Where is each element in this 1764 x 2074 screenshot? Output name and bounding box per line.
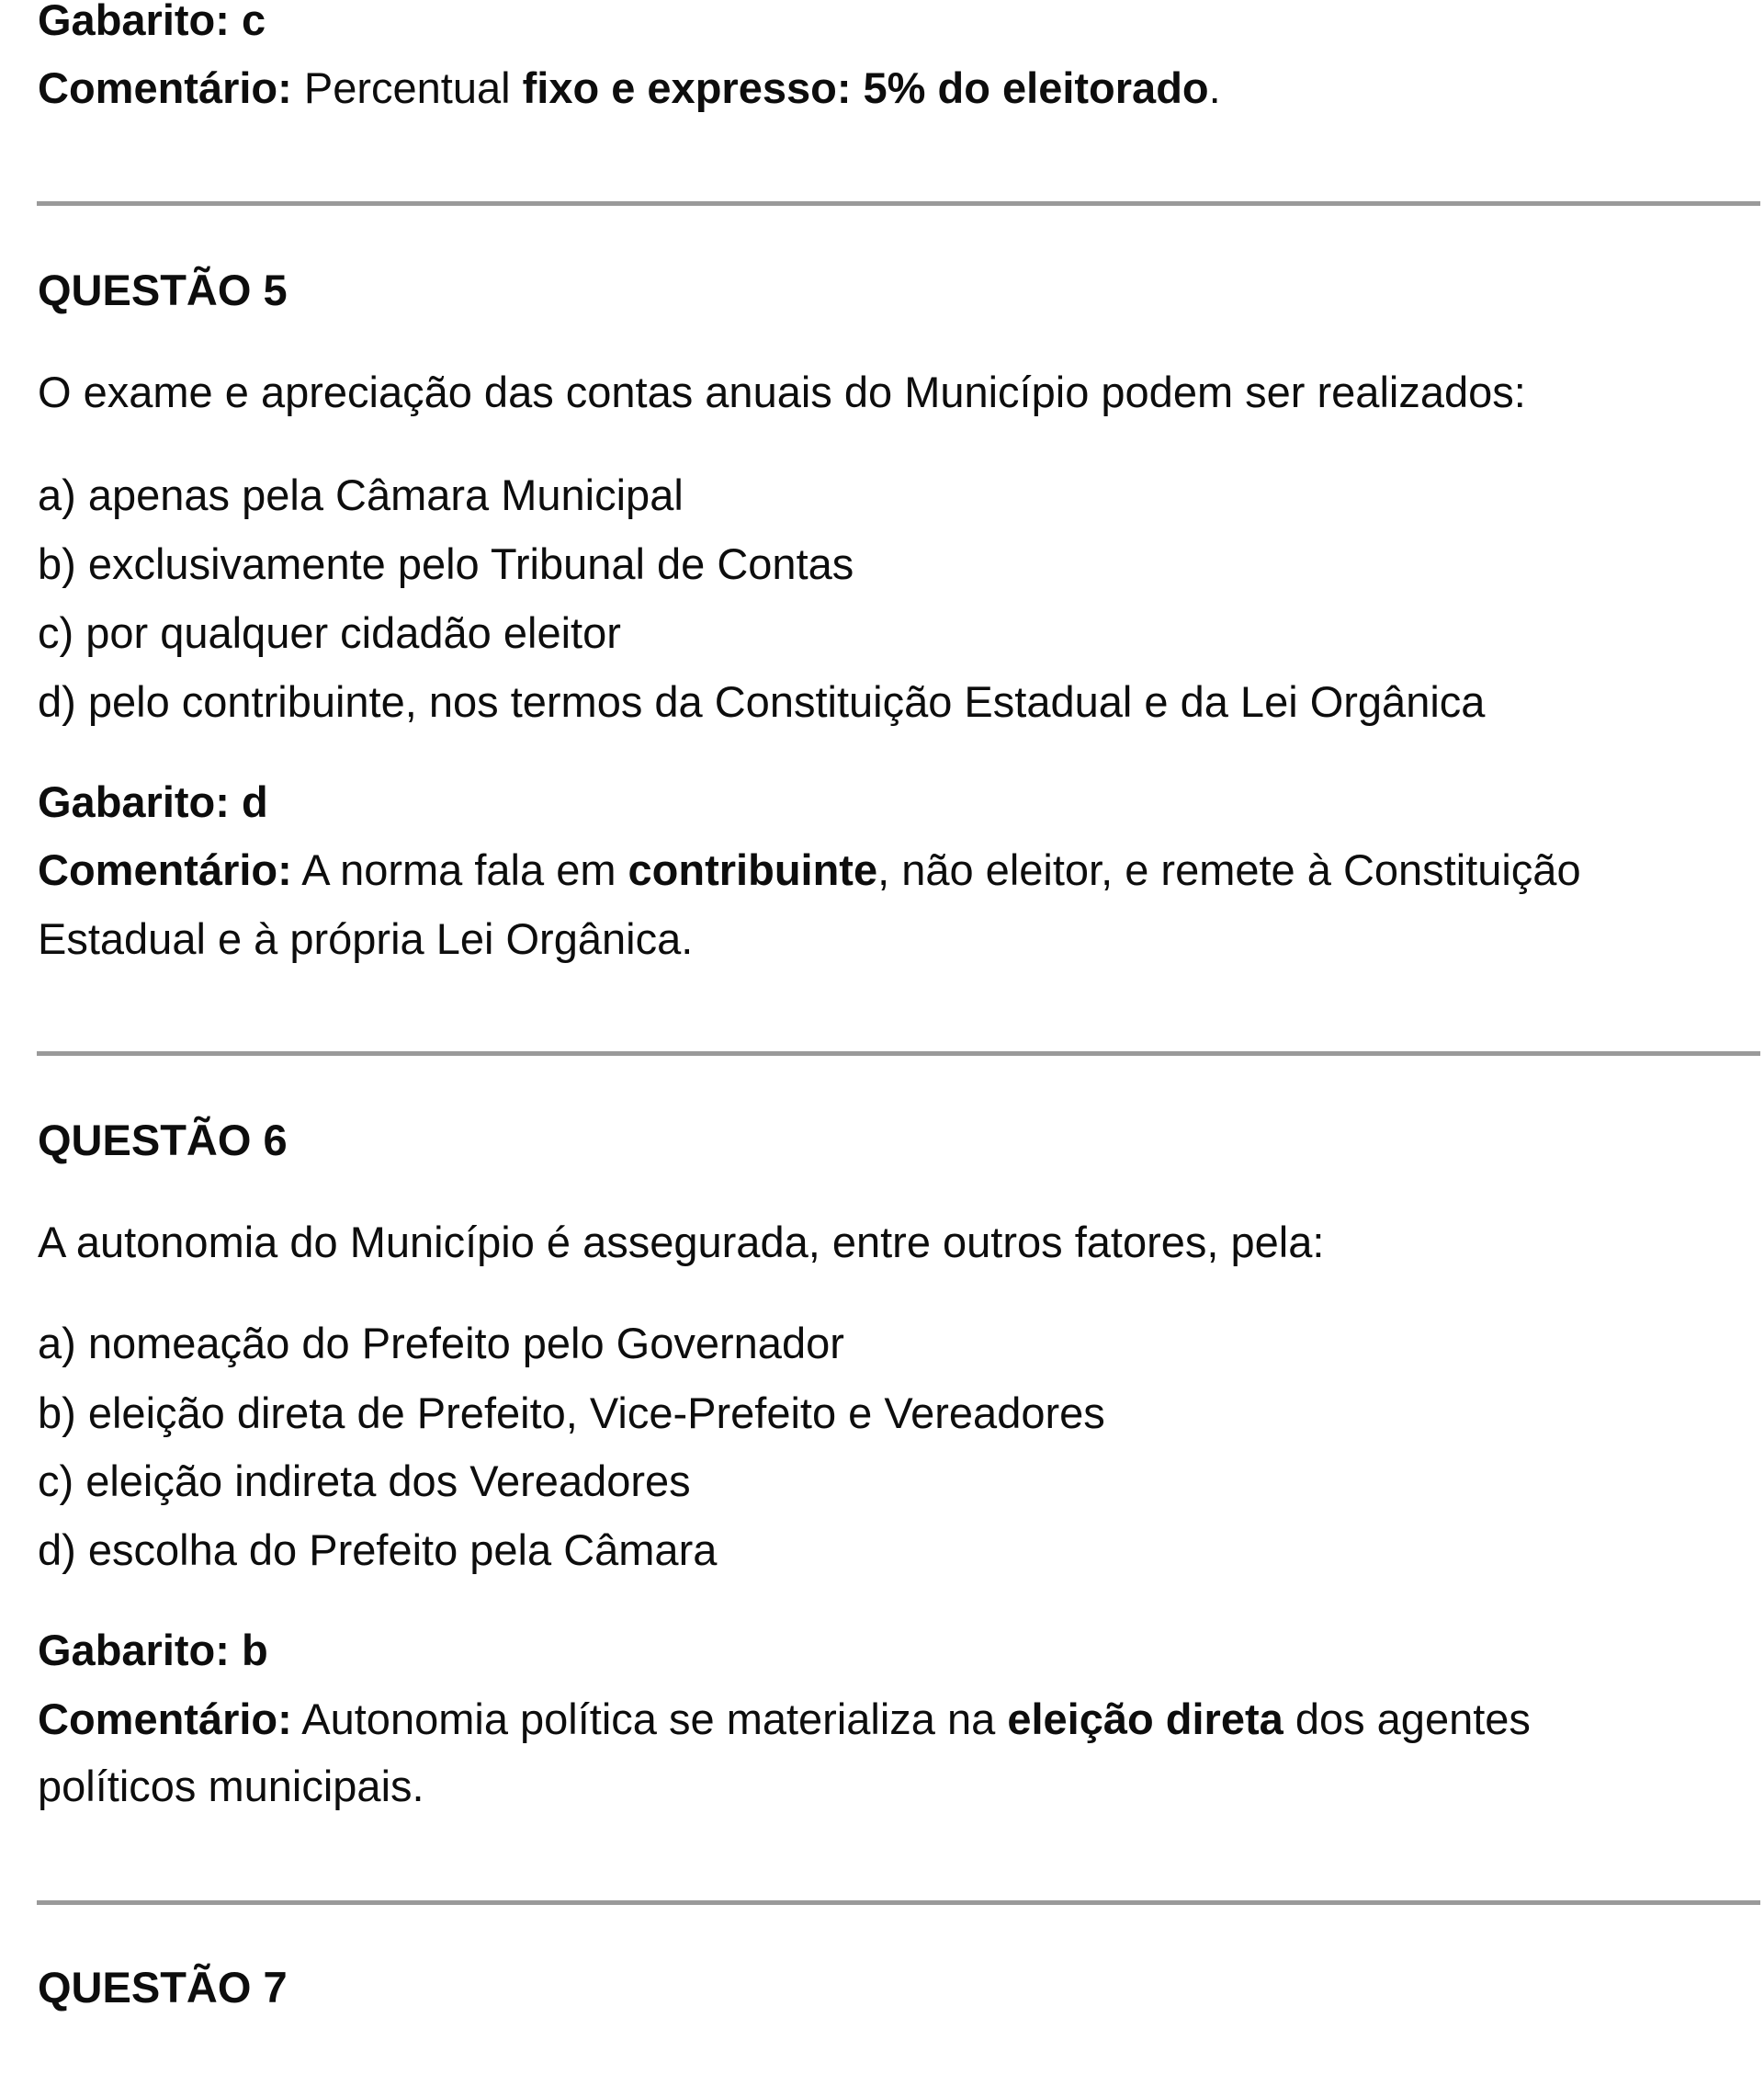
- comentario-text: A norma fala em: [291, 845, 628, 894]
- comentario-emphasis: eleição direta: [1007, 1694, 1283, 1743]
- q6-title: QUESTÃO 6: [38, 1116, 288, 1164]
- section-divider: [37, 201, 1760, 206]
- q4-gabarito: Gabarito: c: [38, 0, 266, 44]
- q6-option-a: a) nomeação do Prefeito pelo Governador: [38, 1319, 844, 1367]
- q5-comentario: [38, 843, 1581, 898]
- q5-option-d: d) pelo contribuinte, nos termos da Constituição Estadual e da Lei Orgânica: [38, 677, 1486, 726]
- q5-statement: O exame e apreciação das contas anuais do Município podem ser realizados:: [38, 368, 1526, 416]
- comentario-emphasis: contribuinte: [628, 845, 878, 894]
- q5-comentario-cont: Estadual e à própria Lei Orgânica.: [38, 914, 694, 963]
- section-divider: [37, 1900, 1760, 1905]
- q5-option-a: a) apenas pela Câmara Municipal: [38, 470, 684, 519]
- comentario-label: Comentário:: [38, 63, 292, 112]
- q6-option-d: d) escolha do Prefeito pela Câmara: [38, 1525, 718, 1574]
- comentario-label: Comentário:: [38, 1694, 292, 1743]
- q5-title: QUESTÃO 5: [38, 266, 288, 314]
- q6-comentario-cont: políticos municipais.: [38, 1762, 424, 1810]
- q6-option-b: b) eleição direta de Prefeito, Vice-Prefeito e Vereadores: [38, 1388, 1105, 1437]
- comentario-text: Autonomia política se materializa na: [291, 1694, 1008, 1743]
- q5-option-c: c) por qualquer cidadão eleitor: [38, 608, 621, 657]
- q5-option-b: b) exclusivamente pelo Tribunal de Contas: [38, 539, 854, 588]
- comentario-emphasis: fixo e expresso: 5% do eleitorado: [522, 63, 1209, 112]
- q6-statement: A autonomia do Município é assegurada, entre outros fatores, pela:: [38, 1218, 1325, 1266]
- q6-gabarito: Gabarito: b: [38, 1626, 268, 1674]
- comentario-label: Comentário:: [38, 845, 292, 894]
- q5-gabarito: Gabarito: d: [38, 777, 268, 826]
- q6-option-c: c) eleição indireta dos Vereadores: [38, 1456, 691, 1505]
- q4-comentario: [38, 61, 1221, 116]
- comentario-text: dos agentes: [1283, 1694, 1531, 1743]
- q7-title: QUESTÃO 7: [38, 1963, 288, 2012]
- section-divider: [37, 1051, 1760, 1056]
- comentario-text: .: [1208, 63, 1221, 112]
- q6-comentario: [38, 1692, 1531, 1747]
- comentario-text: , não eleitor, e remete à Constituição: [877, 845, 1581, 894]
- comentario-text: Percentual: [291, 63, 523, 112]
